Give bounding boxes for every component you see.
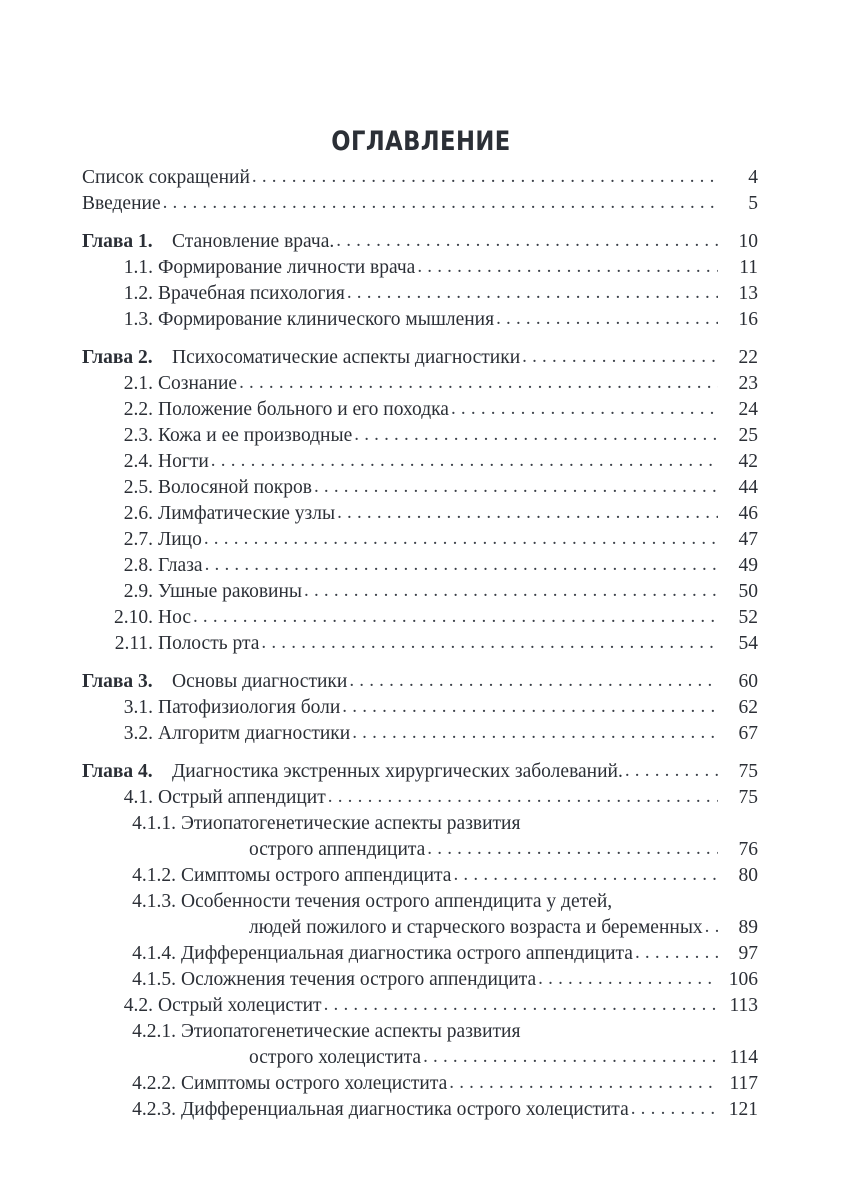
toc-entry[interactable]	[108, 449, 758, 475]
entry-page-number: 75	[738, 787, 758, 808]
entry-label: Дифференциальная диагностика острого аппендицита	[181, 943, 633, 964]
entry-label: Ушные раковины	[158, 581, 302, 602]
dot-leader	[324, 992, 718, 1018]
entry-number: 4.1.	[123, 787, 153, 808]
toc-entry[interactable]	[108, 501, 758, 527]
dot-leader	[211, 448, 718, 474]
entry-label: Острый аппендицит	[158, 787, 326, 808]
entry-page-number: 106	[728, 969, 758, 990]
entry-number: 2.5.	[123, 477, 153, 498]
entry-label: Глаза	[158, 555, 203, 576]
entry-label: Психосоматические аспекты диагностики	[172, 347, 521, 368]
toc-entry[interactable]	[108, 397, 758, 423]
entry-number: 3.1.	[123, 697, 153, 718]
entry-label: Осложнения течения острого аппендицита	[181, 969, 537, 990]
entry-label: Введение	[82, 193, 161, 214]
entry-page-number: 121	[728, 1099, 758, 1120]
dot-leader	[342, 694, 718, 720]
toc-entry[interactable]	[108, 1097, 758, 1123]
entry-page-number: 50	[738, 581, 758, 602]
entry-number: 4.2.	[123, 995, 153, 1016]
entry-label: Список сокращений	[82, 167, 250, 188]
dot-leader	[449, 1070, 718, 1096]
toc-entry[interactable]	[82, 191, 758, 217]
toc-group-chapter-2	[82, 345, 758, 657]
entry-page-number: 117	[729, 1073, 758, 1094]
toc-entry[interactable]	[82, 165, 758, 191]
entry-number: 4.2.2.	[132, 1073, 176, 1094]
toc-entry[interactable]	[108, 553, 758, 579]
dot-leader	[239, 370, 718, 396]
toc-entry[interactable]	[82, 759, 758, 785]
dot-leader	[354, 422, 718, 448]
entry-number: 3.2.	[123, 723, 153, 744]
toc-group-chapter-1	[82, 229, 758, 333]
entry-page-number: 54	[738, 633, 758, 654]
entry-page-number: 67	[738, 723, 758, 744]
toc-entry[interactable]	[108, 1071, 758, 1097]
dot-leader	[314, 474, 718, 500]
dot-leader	[347, 280, 718, 306]
dot-leader	[496, 306, 718, 332]
toc-entry[interactable]	[108, 941, 758, 967]
entry-label: Особенности течения острого аппендицита у детей,	[181, 891, 613, 912]
page-title: ОГЛАВЛЕНИЕ	[331, 126, 511, 157]
entry-label: Симптомы острого аппендицита	[181, 865, 452, 886]
entry-page-number: 11	[739, 257, 758, 278]
entry-label: Полость рта	[158, 633, 260, 654]
dot-leader	[337, 500, 718, 526]
entry-label: Основы диагностики	[172, 671, 348, 692]
toc-entry[interactable]	[108, 631, 758, 657]
entry-label: Этиопатогенетические аспекты развития	[181, 813, 521, 834]
entry-label: Алгоритм диагностики	[158, 723, 351, 744]
entry-label: Кожа и ее производные	[158, 425, 353, 446]
entry-label: Нос	[158, 607, 191, 628]
dot-leader	[538, 966, 718, 992]
entry-label: Симптомы острого холецистита	[181, 1073, 448, 1094]
entry-page-number: 25	[738, 425, 758, 446]
dot-leader	[304, 578, 718, 604]
dot-leader	[204, 526, 718, 552]
dot-leader	[205, 552, 718, 578]
entry-page-number: 62	[738, 697, 758, 718]
entry-number: 4.1.5.	[132, 969, 176, 990]
dot-leader	[328, 784, 718, 810]
entry-number: Глава 2.	[82, 347, 153, 368]
entry-number: 2.8.	[123, 555, 153, 576]
toc-entry[interactable]	[82, 229, 758, 255]
entry-page-number: 46	[738, 503, 758, 524]
toc-entry[interactable]	[108, 281, 758, 307]
toc-entry[interactable]	[108, 423, 758, 449]
toc-entry[interactable]	[108, 579, 758, 605]
toc-entry[interactable]	[108, 785, 758, 811]
toc-entry[interactable]	[108, 811, 758, 863]
entry-label: острого холецистита	[249, 1047, 422, 1068]
toc-entry[interactable]	[108, 255, 758, 281]
entry-number: 2.4.	[123, 451, 153, 472]
entry-label: Ногти	[158, 451, 209, 472]
entry-number: 1.1.	[123, 257, 153, 278]
toc-entry[interactable]	[108, 1019, 758, 1071]
entry-page-number: 80	[738, 865, 758, 886]
dot-leader	[423, 1044, 718, 1070]
entry-number: 4.2.3.	[132, 1099, 176, 1120]
toc-entry[interactable]	[82, 669, 758, 695]
toc-entry[interactable]	[108, 863, 758, 889]
entry-page-number: 49	[738, 555, 758, 576]
dot-leader	[522, 344, 718, 370]
dot-leader	[635, 940, 718, 966]
dot-leader	[453, 862, 718, 888]
entry-page-number: 5	[748, 193, 758, 214]
toc-entry[interactable]	[108, 721, 758, 747]
dot-leader	[336, 228, 718, 254]
toc-entry[interactable]	[108, 605, 758, 631]
dot-leader	[417, 254, 718, 280]
entry-number: 2.2.	[123, 399, 153, 420]
entry-number: 2.10.	[114, 607, 153, 628]
toc-entry-continuation[interactable]	[134, 1045, 758, 1071]
entry-page-number: 4	[748, 167, 758, 188]
toc-entry[interactable]	[108, 527, 758, 553]
entry-label: Лимфатические узлы	[158, 503, 336, 524]
toc-entry[interactable]	[108, 993, 758, 1019]
dot-leader	[349, 668, 718, 694]
entry-number: 2.3.	[123, 425, 153, 446]
entry-number: 4.1.4.	[132, 943, 176, 964]
entry-label: Волосяной покров	[158, 477, 312, 498]
entry-label: Становление врача.	[172, 231, 335, 252]
entry-label: Врачебная психология	[158, 283, 345, 304]
dot-leader	[252, 164, 718, 190]
entry-page-number: 76	[738, 839, 758, 860]
dot-leader	[451, 396, 718, 422]
dot-leader	[352, 720, 718, 746]
dot-leader	[261, 630, 718, 656]
entry-number: 4.1.3.	[132, 891, 176, 912]
entry-number: 2.7.	[123, 529, 153, 550]
entry-page-number: 16	[738, 309, 758, 330]
entry-number: 1.3.	[123, 309, 153, 330]
entry-label: Патофизиология боли	[158, 697, 341, 718]
toc-group-chapter-3	[82, 669, 758, 747]
toc-group-chapter-4	[82, 759, 758, 1123]
toc-entry[interactable]	[108, 889, 758, 941]
entry-page-number: 44	[738, 477, 758, 498]
entry-number: 2.9.	[123, 581, 153, 602]
entry-number: Глава 3.	[82, 671, 153, 692]
entry-page-number: 22	[738, 347, 758, 368]
dot-leader	[163, 190, 718, 216]
entry-label: Острый холецистит	[158, 995, 322, 1016]
entry-number: 2.11.	[114, 633, 153, 654]
entry-label: Формирование личности врача	[158, 257, 416, 278]
dot-leader	[631, 1096, 718, 1122]
entry-number: 4.1.1.	[132, 813, 176, 834]
entry-label: Этиопатогенетические аспекты развития	[181, 1021, 521, 1042]
entry-page-number: 10	[738, 231, 758, 252]
entry-label: Диагностика экстренных хирургических заболеваний.	[172, 761, 623, 782]
entry-page-number: 89	[738, 917, 758, 938]
entry-number: 2.6.	[123, 503, 153, 524]
entry-label: Дифференциальная диагностика острого холецистита	[181, 1099, 629, 1120]
toc-entry-continuation[interactable]	[134, 837, 758, 863]
entry-number: 4.2.1.	[132, 1021, 176, 1042]
dot-leader	[193, 604, 718, 630]
toc-group-front-matter	[82, 165, 758, 217]
entry-label: Лицо	[158, 529, 202, 550]
dot-leader	[427, 836, 718, 862]
entry-page-number: 114	[729, 1047, 758, 1068]
entry-page-number: 13	[738, 283, 758, 304]
toc-entry[interactable]	[108, 307, 758, 333]
entry-number: Глава 4.	[82, 761, 153, 782]
entry-page-number: 97	[738, 943, 758, 964]
toc-entry[interactable]	[108, 967, 758, 993]
entry-page-number: 52	[738, 607, 758, 628]
dot-leader	[705, 914, 718, 940]
dot-leader	[625, 758, 718, 784]
entry-number: 2.1.	[123, 373, 153, 394]
entry-page-number: 113	[729, 995, 758, 1016]
entry-page-number: 47	[738, 529, 758, 550]
entry-label: Положение больного и его походка	[158, 399, 449, 420]
entry-label: острого аппендицита	[249, 839, 426, 860]
entry-page-number: 23	[738, 373, 758, 394]
entry-label: Формирование клинического мышления	[158, 309, 495, 330]
entry-number: 4.1.2.	[132, 865, 176, 886]
entry-label: людей пожилого и старческого возраста и беременных	[249, 917, 703, 938]
entry-number: 1.2.	[123, 283, 153, 304]
entry-label: Сознание	[158, 373, 238, 394]
entry-page-number: 42	[738, 451, 758, 472]
entry-page-number: 60	[738, 671, 758, 692]
toc-entry-continuation[interactable]	[134, 915, 758, 941]
entry-page-number: 24	[738, 399, 758, 420]
toc-entry[interactable]	[108, 475, 758, 501]
toc-list	[82, 165, 758, 1123]
toc-entry[interactable]	[108, 695, 758, 721]
entry-page-number: 75	[738, 761, 758, 782]
toc-entry[interactable]	[82, 345, 758, 371]
entry-number: Глава 1.	[82, 231, 153, 252]
toc-entry[interactable]	[108, 371, 758, 397]
